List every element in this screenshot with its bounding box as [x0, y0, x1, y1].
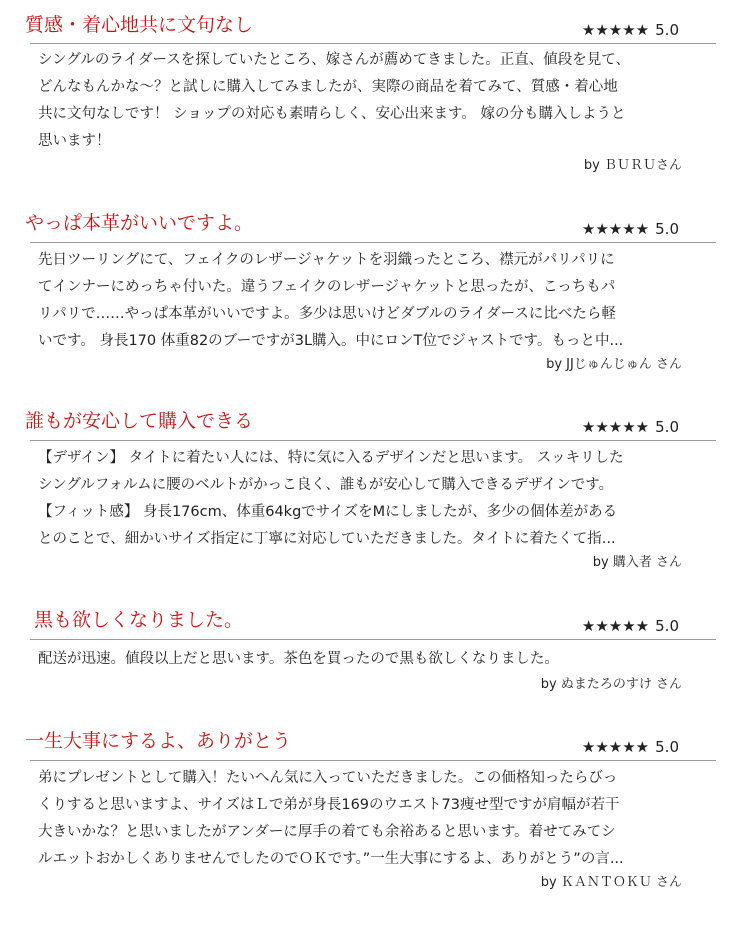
review-body-line: 共に文句なしです！ ショップの対応も素晴らしく、安心出来ます。 嫁の分も購入しようと: [38, 106, 626, 122]
rating-score: 5.0: [655, 21, 679, 39]
review-author: by JJじゅんじゅん さん: [546, 357, 682, 372]
review-body-line: シングルフォルムに腰のベルトがかっこ良く、誰もが安心して購入できるデザインです。: [38, 477, 614, 493]
star-rating: [582, 616, 679, 636]
review-divider: [30, 639, 716, 640]
review-body-line: 弟にプレゼントとして購入！たいへん気に入っていただきました。この価格知ったらびっ: [38, 770, 618, 786]
review-title: 一生大事にするよ、ありがとう: [25, 730, 292, 752]
review-divider: [30, 760, 716, 761]
rating-score: 5.0: [655, 738, 679, 756]
review-body: [38, 646, 698, 673]
review-body-line: シングルのライダースを探していたところ、嫁さんが薦めてきました。正直、値段を見て、: [38, 52, 630, 68]
review-body: [38, 247, 698, 355]
review-body: [38, 765, 698, 873]
star-icons: ★★★★★: [581, 220, 650, 238]
review-title: 誰もが安心して購入できる: [25, 410, 254, 432]
review-author: by ＫＡＮＴＯＫＵ さん: [540, 875, 682, 890]
review-body-line: 配送が迅速。値段以上だと思います。茶色を買ったので黒も欲しくなりました。: [38, 651, 559, 667]
star-icons: ★★★★★: [581, 21, 650, 39]
rating-score: 5.0: [655, 418, 679, 436]
star-rating: [582, 219, 679, 239]
review-body-line: てインナーにめっちゃ付いた。違うフェイクのレザージャケットと思ったが、こっちもパ: [38, 279, 616, 295]
review-body-line: くりすると思いますよ、サイズはＬで弟が身長169のウエスト73痩せ型ですが肩幅が若干: [38, 797, 620, 813]
star-rating: [582, 20, 679, 40]
star-icons: ★★★★★: [581, 738, 650, 756]
rating-score: 5.0: [655, 617, 679, 635]
review-body: [38, 445, 698, 553]
review-divider: [30, 43, 716, 44]
review-body-line: リパリで……やっぱ本革がいいですよ。多少は思いけどダブルのライダースに比べたら軽: [38, 306, 616, 322]
review-body-line: 大きいかな？と思いましたがアンダーに厚手の着ても余裕あると思います。着せてみてシ: [38, 824, 616, 840]
star-rating: [582, 737, 679, 757]
rating-score: 5.0: [655, 220, 679, 238]
star-rating: [582, 417, 679, 437]
review-body-line: 【フィット感】 身長176cm、体重64kgでサイズをMにしましたが、多少の個体差がある: [38, 504, 618, 520]
review-author: by 購入者 さん: [592, 555, 682, 570]
review-title: 質感・着心地共に文句なし: [25, 14, 254, 36]
review-body-line: 思います！: [38, 133, 111, 149]
review-title: やっぱ本革がいいですよ。: [25, 212, 254, 234]
review-author: by ＢＵＲＵさん: [583, 158, 682, 173]
review-body-line: いです。 身長170 体重82のブーですが3L購入。中にロンT位でジャストです。もっと中...: [38, 333, 624, 349]
review-body-line: どんなもんかな～？と試しに購入してみましたが、実際の商品を着てみて、質感・着心地: [38, 79, 618, 95]
review-body-line: 【デザイン】 タイトに着たい人には、特に気に入るデザインだと思います。 スッキリした: [38, 450, 624, 466]
star-icons: ★★★★★: [581, 418, 650, 436]
review-title: 黒も欲しくなりました。: [34, 609, 244, 631]
review-author: by ぬまたろのすけ さん: [540, 677, 682, 692]
review-body-line: 先日ツーリングにて、フェイクのレザージャケットを羽織ったところ、襟元がパリパリに: [38, 252, 615, 268]
review-divider: [30, 440, 716, 441]
review-divider: [30, 242, 716, 243]
review-body: [38, 47, 698, 155]
review-body-line: ルエットおかしくありませんでしたのでＯＫです。”一生大事にするよ、ありがとう”の言...: [38, 851, 624, 867]
review-body-line: とのことで、細かいサイズ指定に丁寧に対応していただきました。タイトに着たくて指...: [38, 531, 616, 547]
star-icons: ★★★★★: [581, 617, 650, 635]
